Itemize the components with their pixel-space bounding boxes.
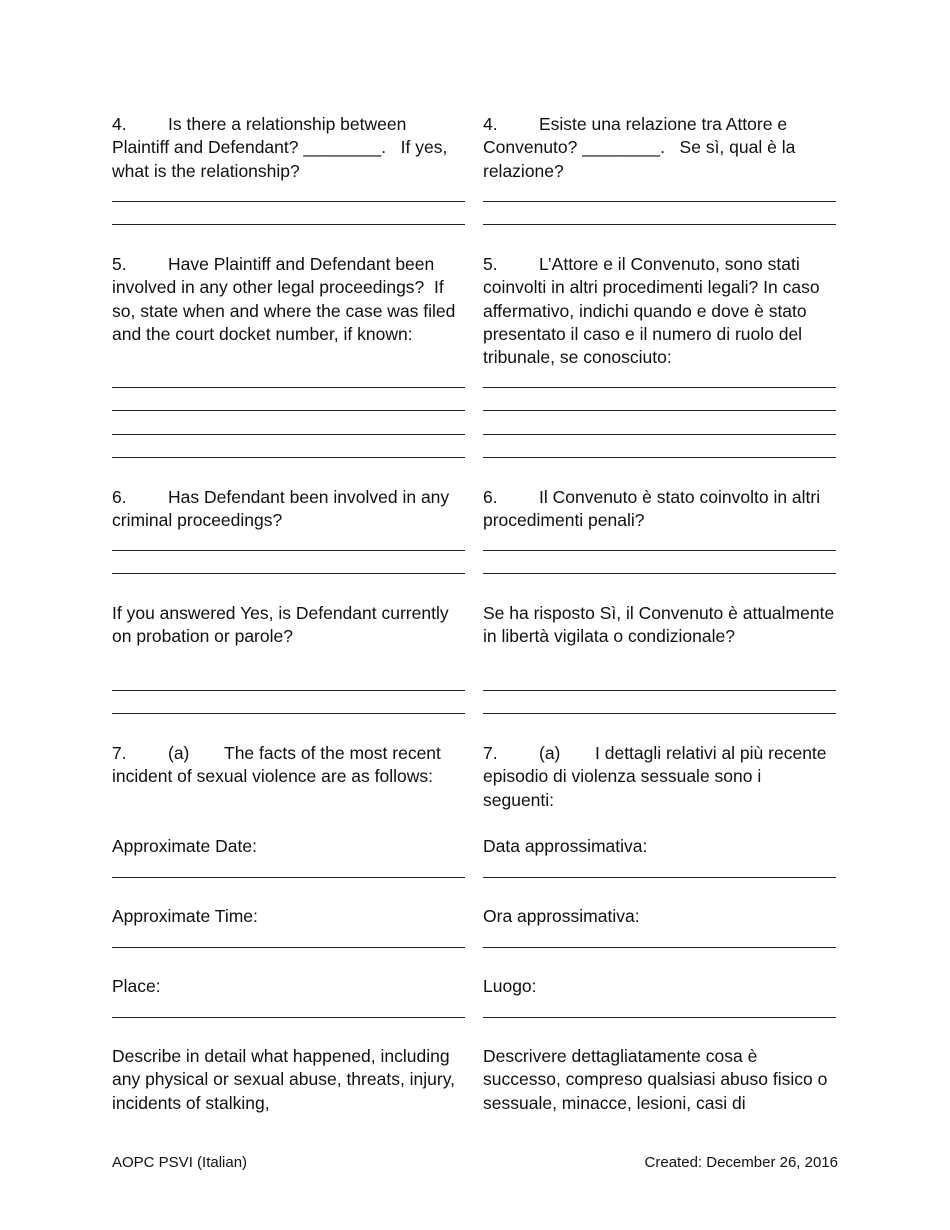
answer-line[interactable]: [483, 434, 836, 435]
q6-text-it: 6. Il Convenuto è stato coinvolto in altri procedimenti penali?: [483, 487, 826, 531]
answer-line[interactable]: [112, 457, 465, 458]
time-label-it: Ora approssimativa:: [483, 906, 640, 926]
answer-line[interactable]: [112, 690, 465, 691]
date-line[interactable]: [483, 877, 836, 878]
q7-body-en: The facts of the most recent incident of sexual violence are as follows:: [112, 743, 446, 787]
q7-number-it: 7.: [483, 743, 498, 763]
answer-line[interactable]: [112, 410, 465, 411]
footer-created-date: Created: December 26, 2016: [644, 1154, 838, 1171]
q4-text-en: [112, 113, 466, 183]
describe-text-it: Descrivere dettagliatamente cosa è successo, compreso qualsiasi abuso fisico o sessuale, minacce, lesioni, casi di: [483, 1046, 833, 1113]
q4-number-it: 4. Esiste una relazione tra Attore e Convenuto? ________. Se sì, qual è la relazione?: [483, 114, 801, 181]
place-line[interactable]: [112, 1017, 465, 1018]
time-line[interactable]: [483, 947, 836, 948]
date-line[interactable]: [112, 877, 465, 878]
answer-line[interactable]: [483, 387, 836, 388]
footer-form-id: AOPC PSVI (Italian): [112, 1154, 248, 1171]
place-label-en: Place:: [112, 976, 161, 996]
answer-line[interactable]: [483, 201, 836, 202]
answer-line[interactable]: [483, 410, 836, 411]
q6-followup-it: Se ha risposto Sì, il Convenuto è attualmente in libertà vigilata o condizionale?: [483, 603, 840, 647]
q7-sub-en: (a): [168, 743, 190, 763]
answer-line[interactable]: [483, 713, 836, 714]
answer-line[interactable]: [112, 573, 465, 574]
answer-line[interactable]: [112, 201, 465, 202]
q7-number-en: 7.: [112, 743, 127, 763]
describe-text-en: Describe in detail what happened, including any physical or sexual abuse, threats, injury, incidents of stalking,: [112, 1046, 460, 1113]
question-number: 5.: [112, 254, 127, 274]
question-number: 6.: [483, 487, 498, 507]
question-number: 4.: [483, 114, 498, 134]
q5-text-it: 5. L’Attore e il Convenuto, sono stati coinvolti in altri procedimenti legali? In caso affermativo, indichi quando e dove è stato presentato il caso e il numero di ruolo del tribunale, se conosciuto:: [483, 254, 825, 368]
answer-line[interactable]: [112, 550, 465, 551]
q7-body-it: I dettagli relativi al più recente episodio di violenza sessuale sono i seguenti:: [483, 743, 832, 810]
answer-line[interactable]: [483, 550, 836, 551]
place-line[interactable]: [483, 1017, 836, 1018]
answer-line[interactable]: [483, 573, 836, 574]
q7-text-en: [112, 742, 466, 789]
answer-line[interactable]: [112, 713, 465, 714]
place-label-it: Luogo:: [483, 976, 537, 996]
q6-followup-en: If you answered Yes, is Defendant currently on probation or parole?: [112, 603, 454, 647]
answer-line[interactable]: [483, 224, 836, 225]
q7-sub-it: (a): [539, 743, 561, 763]
q4-number-en: 4. Is there a relationship between Plaintiff and Defendant? ________. If yes, what is the relationship?: [112, 114, 453, 181]
q6-text-en: 6. Has Defendant been involved in any criminal proceedings?: [112, 487, 455, 531]
answer-line[interactable]: [112, 224, 465, 225]
answer-line[interactable]: [483, 457, 836, 458]
answer-line[interactable]: [112, 387, 465, 388]
date-label-en: Approximate Date:: [112, 836, 257, 856]
question-number: 4.: [112, 114, 127, 134]
answer-line[interactable]: [112, 434, 465, 435]
time-label-en: Approximate Time:: [112, 906, 258, 926]
q5-text-en: 5. Have Plaintiff and Defendant been involved in any other legal proceedings? If so, state when and where the case was filed and the court docket number, if known:: [112, 254, 461, 344]
question-number: 6.: [112, 487, 127, 507]
time-line[interactable]: [112, 947, 465, 948]
q7-text-it: [483, 742, 837, 812]
date-label-it: Data approssimativa:: [483, 836, 648, 856]
q4-text-it: [483, 113, 837, 183]
question-number: 5.: [483, 254, 498, 274]
answer-line[interactable]: [483, 690, 836, 691]
